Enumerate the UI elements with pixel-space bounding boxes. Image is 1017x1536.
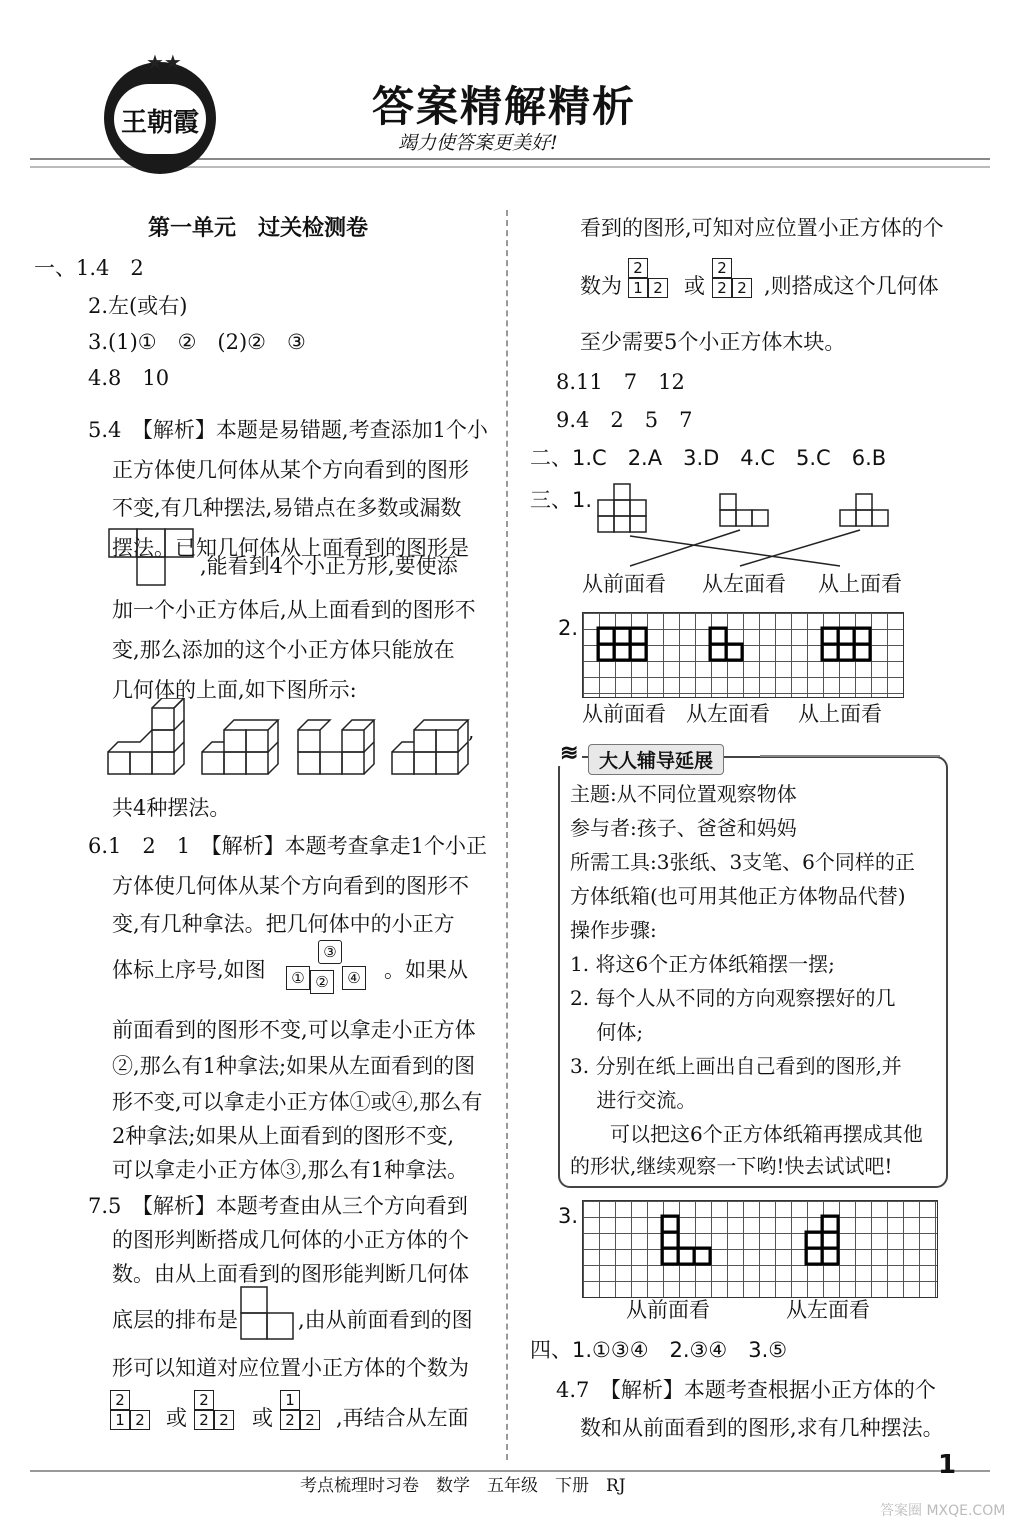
guidance-line: 操作步骤: — [570, 918, 657, 942]
count-cell: 2 — [130, 1410, 150, 1430]
guidance-line: 何体; — [570, 1020, 644, 1044]
page-title: 答案精解精析 — [372, 82, 637, 131]
labelled-cube-figure — [284, 926, 384, 996]
cube-label: ① — [286, 966, 310, 990]
answer-line: 方体使几何体从某个方向看到的图形不 — [112, 874, 469, 898]
logo-inner — [114, 84, 206, 154]
count-grid-d — [628, 258, 672, 302]
watermark: 答案圈 MXQE.COM — [880, 1503, 1006, 1519]
answer-line: 三、1. — [530, 488, 593, 512]
answer-line: ,由从前面看到的图 — [298, 1308, 473, 1332]
view-label: 从前面看 — [582, 572, 666, 596]
guidance-line: 参与者:孩子、爸爸和妈妈 — [570, 816, 797, 840]
answer-line: 。如果从 — [384, 958, 468, 982]
answer-line: 数。由从上面看到的图形能判断几何体 — [112, 1262, 469, 1286]
footer-text: 考点梳理时习卷 数学 五年级 下册 RJ — [300, 1476, 626, 1496]
answer-line: 变,那么添加的这个小正方体只能放在 — [112, 638, 455, 662]
count-cell: 2 — [712, 258, 732, 278]
answer-line: 至少需要5个小正方体木块。 — [580, 330, 846, 354]
answer-line: 4.7 【解析】本题考查根据小正方体的个 — [556, 1378, 936, 1402]
top-view-figure — [108, 528, 198, 588]
answer-line: 形可以知道对应位置小正方体的个数为 — [112, 1356, 469, 1380]
guidance-line: 的形状,继续观察一下哟!快去试试吧! — [570, 1154, 893, 1178]
answer-line: 摆法。已知几何体从上面看到的图形是 — [112, 536, 469, 560]
column-divider — [506, 210, 508, 1460]
logo-text: 王朝霞 — [120, 108, 199, 138]
count-grid-e — [712, 258, 756, 302]
grid-answer-2 — [582, 612, 902, 696]
count-cell: 1 — [628, 278, 648, 298]
bottom-layer-figure — [240, 1286, 296, 1342]
answer-line: 数和从前面看到的图形,求有几种摆法。 — [580, 1416, 944, 1440]
answer-line: 不变,有几种摆法,易错点在多数或漏数 — [112, 496, 462, 520]
count-cell: 2 — [628, 258, 648, 278]
footer-rule — [30, 1470, 990, 1472]
count-cell: 2 — [214, 1410, 234, 1430]
logo-badge — [104, 50, 216, 174]
star-icon: ★★ — [146, 50, 182, 74]
count-cell: 2 — [110, 1390, 130, 1410]
view-label: 从左面看 — [702, 572, 786, 596]
cube-label: ④ — [342, 966, 366, 990]
guidance-line: 方体纸箱(也可用其他正方体物品代替) — [570, 884, 906, 908]
count-grid-a — [110, 1390, 154, 1434]
answer-line: 形不变,可以拿走小正方体①或④,那么有 — [112, 1090, 483, 1114]
section-title: 第一单元 过关检测卷 — [148, 216, 369, 241]
answer-line: ,能看到4个小正方形,要使添 — [200, 554, 458, 578]
answer-line: 前面看到的图形不变,可以拿走小正方体 — [112, 1018, 476, 1042]
guidance-line: 所需工具:3张纸、3支笔、6个同样的正 — [570, 850, 915, 874]
count-cell: 2 — [194, 1390, 214, 1410]
page-number: 1 — [938, 1450, 957, 1480]
answer-line: 数为 — [580, 274, 622, 298]
answer-line: 体标上序号,如图 — [112, 958, 266, 982]
answer-line: ,再结合从左面 — [336, 1406, 469, 1430]
answer-line: ,则搭成这个几何体 — [764, 274, 939, 298]
guidance-title: 大人辅导延展 — [588, 744, 724, 775]
answer-line: 变,有几种拿法。把几何体中的小正方 — [112, 912, 455, 936]
count-cell: 1 — [110, 1410, 130, 1430]
count-cell: 1 — [280, 1390, 300, 1410]
count-cell: 2 — [300, 1410, 320, 1430]
answer-line: 3.(1)① ② (2)② ③ — [88, 330, 306, 354]
answer-line: 2.左(或右) — [88, 294, 188, 318]
view-label: 从左面看 — [686, 702, 770, 726]
count-cell: 2 — [732, 278, 752, 298]
answer-line: 或 — [684, 274, 705, 298]
cube-arrangements-figure — [106, 698, 476, 788]
guidance-line: 进行交流。 — [570, 1088, 697, 1112]
answer-line: 底层的排布是 — [112, 1308, 238, 1332]
answer-line: 看到的图形,可知对应位置小正方体的个 — [580, 216, 944, 240]
grid-answer-3 — [582, 1200, 936, 1296]
count-grid-c — [280, 1390, 324, 1434]
count-cell: 2 — [194, 1410, 214, 1430]
count-grid-b — [194, 1390, 238, 1434]
answer-line: 5.4 【解析】本题是易错题,考查添加1个小 — [88, 418, 488, 442]
count-cell: 2 — [712, 278, 732, 298]
guidance-line: 1. 将这6个正方体纸箱摆一摆; — [570, 952, 835, 976]
svg-text:,: , — [468, 719, 475, 743]
view-label: 从上面看 — [818, 572, 902, 596]
answer-line: 的图形判断搭成几何体的小正方体的个 — [112, 1228, 469, 1252]
cube-label: ③ — [318, 940, 342, 964]
view-label: 从前面看 — [582, 702, 666, 726]
answer-line: 4.8 10 — [88, 366, 170, 390]
guidance-box — [558, 740, 948, 1188]
answer-line: ②,那么有1种拿法;如果从左面看到的图 — [112, 1054, 476, 1078]
answer-line: 正方体使几何体从某个方向看到的图形 — [112, 458, 469, 482]
cube-label: ② — [310, 970, 334, 994]
answer-line: 6.1 2 1 【解析】本题考查拿走1个小正 — [88, 834, 487, 858]
answer-line: 或 — [252, 1406, 273, 1430]
answer-line: 2. — [558, 616, 579, 640]
answer-line: 或 — [166, 1406, 187, 1430]
answer-line: 共4种摆法。 — [112, 796, 231, 820]
answer-line: 加一个小正方体后,从上面看到的图形不 — [112, 598, 476, 622]
answer-line: 9.4 2 5 7 — [556, 408, 693, 432]
answer-line: 一、1.4 2 — [34, 256, 144, 280]
guidance-title-rule — [760, 755, 940, 757]
answer-line: 几何体的上面,如下图所示: — [112, 678, 357, 702]
page-subtitle: 竭力使答案更美好! — [398, 132, 558, 154]
guidance-line: 3. 分别在纸上画出自己看到的图形,并 — [570, 1054, 902, 1078]
view-label: 从上面看 — [798, 702, 882, 726]
count-cell: 2 — [648, 278, 668, 298]
count-cell: 2 — [280, 1410, 300, 1430]
answer-line: 四、1.①③④ 2.③④ 3.⑤ — [530, 1338, 788, 1362]
answer-line: 二、1.C 2.A 3.D 4.C 5.C 6.B — [530, 446, 887, 470]
guidance-line: 2. 每个人从不同的方向观察摆好的几 — [570, 986, 896, 1010]
answer-line: 可以拿走小正方体③,那么有1种拿法。 — [112, 1158, 469, 1182]
guidance-line: 可以把这6个正方体纸箱再摆成其他 — [570, 1122, 923, 1146]
view-label: 从左面看 — [786, 1298, 870, 1322]
answer-line: 2种拿法;如果从上面看到的图形不变, — [112, 1124, 455, 1148]
answer-line: 7.5 【解析】本题考查由从三个方向看到 — [88, 1194, 468, 1218]
guidance-line: 主题:从不同位置观察物体 — [570, 782, 797, 806]
view-label: 从前面看 — [626, 1298, 710, 1322]
answer-line: 8.11 7 12 — [556, 370, 685, 394]
answer-line: 3. — [558, 1204, 579, 1228]
wave-icon: ≋ — [556, 740, 582, 766]
view-matching-figure — [590, 480, 910, 570]
